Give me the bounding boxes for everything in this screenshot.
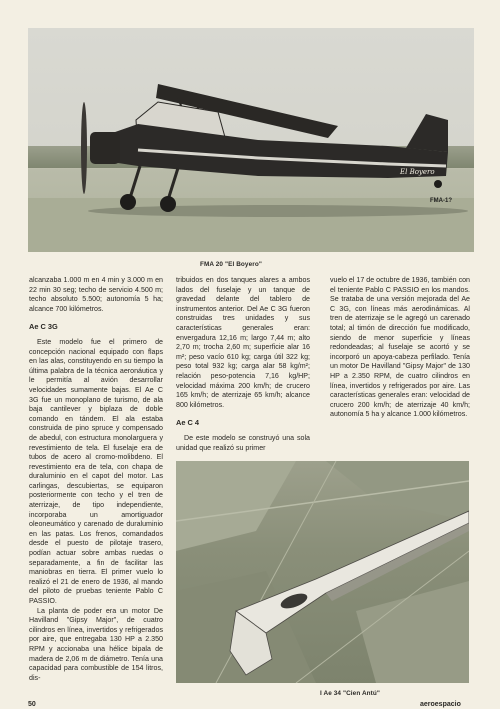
page-number: 50 [28, 701, 36, 708]
section-heading: Ae C 4 [176, 418, 200, 428]
text-column-1 [29, 276, 163, 683]
bottom-photograph [176, 461, 469, 683]
aircraft-illustration-bottom [176, 461, 469, 683]
magazine-name: aeroespacio [420, 701, 461, 708]
aircraft-illustration-top [28, 28, 474, 252]
aircraft-marking: El Boyero [400, 168, 435, 176]
paragraph: alcanzaba 1.000 m en 4 min y 3.000 m en 22 min 30 seg; techo de servicio 4.500 m; techo absoluto 5.500; autonomía 5 ha; alcance 700 kilómetros. [29, 276, 163, 313]
text-column-2 [176, 276, 310, 453]
bottom-photo-caption: I Ae 34 "Cien Antú" [320, 690, 381, 697]
paragraph: Este modelo fue el primero de concepción nacional equipado con flaps en las alas, constituyendo en su tiempo la última palabra de la técnica aeronáutica y le permitía al avión desarrollar velocidades sumamente bajas. El Ae C 3G fue un monoplano de turismo, de ala baja cantilever y biplaza de doble comando en tándem. El ala estaba construida de pino spruce y compensado de abedul, con estructura monolarguera y revestimiento de tela. El fuselaje era de tubos de acero al cromo-molibdeno. El revestimiento era de tela, con chapa de duraluminio en el capot del motor. Las carlingas, descubiertas, se equiparon posteriormente con techo y el tren de aterrizaje, de tipo independiente, incorporaba un amortiguador oleoneumático y carenado de duraluminio en las patas. Los frenos, comandados desde el puesto de pilotaje trasero, podían actuar sobre ambas ruedas o separadamente, a fin de facilitar las maniobras en tierra. El primer vuelo lo realizó el 21 de enero de 1936, al mando del piloto de pruebas teniente Pablo C PASSIO. [29, 337, 163, 605]
text-column-3 [330, 276, 470, 420]
top-photo-caption: FMA 20 "El Boyero" [200, 261, 262, 268]
paragraph: De este modelo se construyó una sola unidad que realizó su primer [176, 433, 310, 452]
paragraph: tribuidos en dos tanques alares a ambos lados del fuselaje y un tanque de gravedad delante del tablero de instrumentos anterior. Del Ae C 3G fueron construidas tres unidades y sus características generales eran: envergadura 12,16 m; largo 7,44 m; alto 2,70 m; trocha 2,60 m; superficie alar 16 m²; peso vacío 610 kg; carga útil 322 kg; peso total 932 kg; carga alar 58 kg/m²; relación peso-potencia 7,16 kg/HP; velocidad máxima 200 km/h; de crucero 165 km/h; de aterrizaje 65 km/h; alcance 800 kilómetros. [176, 276, 310, 409]
section-heading: Ae C 3G [29, 322, 58, 332]
aircraft-registration: FMA-1? [430, 198, 452, 204]
paragraph: La planta de poder era un motor De Havilland "Gipsy Major", de cuatro cilindros en línea, invertidos y refrigerados por aire, que entregaba 130 HP a 2.350 RPM y accionaba una hélice bipala de madera de 2,06 m de diámetro. Tenía una capacidad para combustible de 154 litros, dis- [29, 606, 163, 682]
top-photograph [28, 28, 474, 252]
paragraph: vuelo el 17 de octubre de 1936, también con el teniente Pablo C PASSIO en los mandos. Se trataba de una versión mejorada del Ae C 3G, con líneas más aerodinámicas. Al tren de aterrizaje se le agregó un carenado total; al timón de dirección fue modificado, siendo de menor superficie y líneas redondeadas; al fuselaje se acortó y se incorporó un apoya-cabeza perfilado. Tenía un motor De Havilland "Gipsy Major" de 130 HP a 2.350 RPM, de cuatro cilindros en línea, invertidos y refrigerados por aire. Las características generales eran: velocidad de crucero 200 km/h; de aterrizaje 40 km/h; autonomía 5 ha y alcance 1.000 kilómetros. [330, 276, 471, 419]
